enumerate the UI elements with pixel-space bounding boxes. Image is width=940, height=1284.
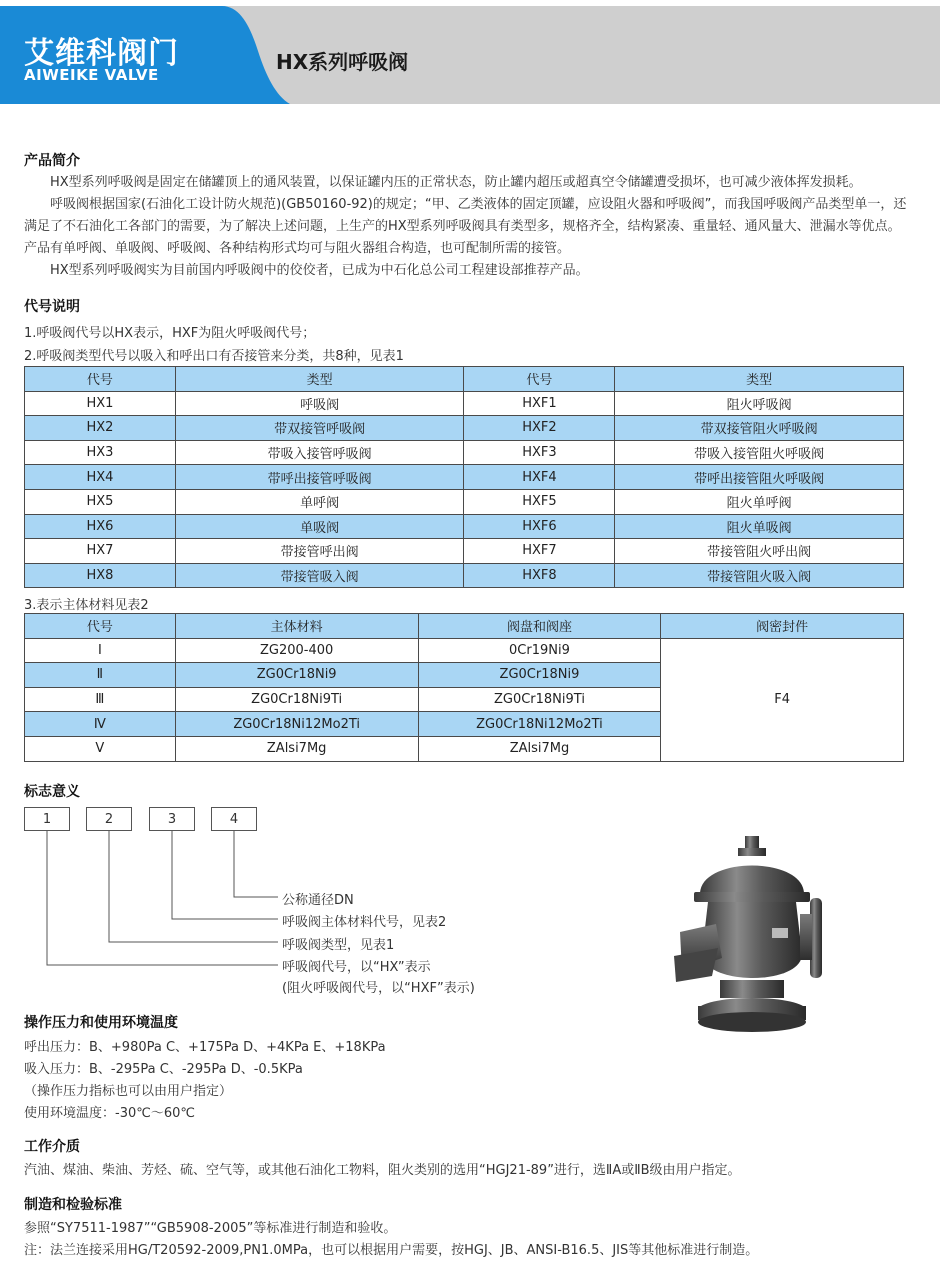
table-cell: HX3: [25, 440, 176, 465]
table-cell: 带呼出接管呼吸阀: [175, 465, 464, 490]
table-cell: Ⅰ: [25, 638, 176, 663]
table-cell: 带双接管呼吸阀: [175, 416, 464, 441]
table-cell: HXF2: [464, 416, 615, 441]
marking-label-type: 呼吸阀类型，见表1: [282, 938, 395, 953]
table-cell: HX8: [25, 563, 176, 588]
marking-label-dn: 公称通径DN: [282, 893, 354, 908]
table-cell: HXF8: [464, 563, 615, 588]
table-cell: 0Cr19Ni9: [418, 638, 661, 663]
table-header-cell: 类型: [175, 367, 464, 392]
table-header-cell: 主体材料: [175, 614, 418, 639]
medium-text: 汽油、煤油、柴油、芳烃、硫、空气等，或其他石油化工物料，阻火类别的选用“HGJ21-89”进行，选ⅡA或ⅡB级由用户指定。: [24, 1163, 741, 1178]
table-cell: Ⅱ: [25, 663, 176, 688]
table-cell: ZG0Cr18Ni9: [418, 663, 661, 688]
intro-paragraph-1: HX型系列呼吸阀是固定在储罐顶上的通风装置，以保证罐内压的正常状态，防止罐内超压或超真空令储罐遭受损坏，也可减少液体挥发损耗。: [50, 175, 862, 190]
table-cell: 单吸阀: [175, 514, 464, 539]
table-cell: ZG0Cr18Ni9Ti: [418, 687, 661, 712]
table-cell: HXF4: [464, 465, 615, 490]
table-cell: 单呼阀: [175, 489, 464, 514]
marking-box-2: 2: [86, 807, 132, 831]
table-cell: 带接管阻火呼出阀: [615, 539, 904, 564]
marking-label-material: 呼吸阀主体材料代号，见表2: [282, 915, 447, 930]
table-cell: ZG0Cr18Ni12Mo2Ti: [175, 712, 418, 737]
table-cell: HXF7: [464, 539, 615, 564]
table-cell: HXF6: [464, 514, 615, 539]
table-cell: 带接管吸入阀: [175, 563, 464, 588]
marking-box-4: 4: [211, 807, 257, 831]
table-cell: HXF1: [464, 391, 615, 416]
table-header-cell: 代号: [25, 614, 176, 639]
table-cell: ZAlsi7Mg: [175, 736, 418, 761]
intro-paragraph-3: HX型系列呼吸阀实为目前国内呼吸阀中的佼佼者，已成为中石化总公司工程建设部推荐产品。: [50, 263, 589, 278]
brand-name-cn: 艾维科阀门: [24, 36, 179, 71]
table-cell: 带接管呼出阀: [175, 539, 464, 564]
seal-material-cell: F4: [661, 638, 904, 761]
intro-paragraph-2: 呼吸阀根据国家(石油化工设计防火规范)(GB50160-92)的规定；“甲、乙类液体的固定顶罐，应设阻火器和呼吸阀”，而我国呼吸阀产品类型单一，还满足了不石油化工各部门的需要，为了解决上述问题，上生产的HX型系列呼吸阀具有类型多，规格齐全，结构紧凑、重量轻、通风量大、泄漏水等优点。产品有单呼阀、单吸阀、呼吸阀、各种结构形式均可与阻火器组合构造，也可配制所需的接管。: [24, 197, 907, 256]
table-cell: HX7: [25, 539, 176, 564]
table-cell: 呼吸阀: [175, 391, 464, 416]
table-cell: HX4: [25, 465, 176, 490]
table-cell: HX5: [25, 489, 176, 514]
table-cell: ZAlsi7Mg: [418, 736, 661, 761]
table-cell: ZG200-400: [175, 638, 418, 663]
marking-box-1: 1: [24, 807, 70, 831]
table-cell: ZG0Cr18Ni9Ti: [175, 687, 418, 712]
pressure-in: 吸入压力：B、-295Pa C、-295Pa D、-0.5KPa: [24, 1062, 303, 1077]
page-title: HX系列呼吸阀: [276, 50, 409, 74]
table-cell: HXF5: [464, 489, 615, 514]
code-line-1: 1.呼吸阀代号以HX表示，HXF为阻火呼吸阀代号；: [24, 326, 316, 341]
table-header-cell: 类型: [615, 367, 904, 392]
marking-label-code: 呼吸阀代号，以“HX”表示: [282, 960, 431, 975]
table-cell: 带吸入接管阻火呼吸阀: [615, 440, 904, 465]
brand-name-en: AIWEIKE VALVE: [24, 66, 159, 84]
pressure-out: 呼出压力：B、+980Pa C、+175Pa D、+4KPa E、+18KPa: [24, 1040, 386, 1055]
marking-title: 标志意义: [24, 784, 80, 800]
standard-title: 制造和检验标准: [24, 1197, 122, 1213]
table-cell: HX6: [25, 514, 176, 539]
ambient-temperature: 使用环境温度：-30℃～60℃: [24, 1106, 195, 1121]
table-cell: ZG0Cr18Ni9: [175, 663, 418, 688]
table-cell: 带接管阻火吸入阀: [615, 563, 904, 588]
table-header-cell: 代号: [464, 367, 615, 392]
table-header-cell: 代号: [25, 367, 176, 392]
breather-valve-image: [660, 836, 850, 1036]
table-cell: HXF3: [464, 440, 615, 465]
pressure-title: 操作压力和使用环境温度: [24, 1015, 178, 1031]
medium-title: 工作介质: [24, 1139, 80, 1155]
code-title: 代号说明: [24, 299, 80, 315]
table-cell: HX2: [25, 416, 176, 441]
table-cell: 阻火呼吸阀: [615, 391, 904, 416]
table-cell: Ⅲ: [25, 687, 176, 712]
table-cell: 带吸入接管呼吸阀: [175, 440, 464, 465]
code-line-3: 3.表示主体材料见表2: [24, 598, 149, 613]
table-cell: Ⅳ: [25, 712, 176, 737]
table-cell: HX1: [25, 391, 176, 416]
code-line-2: 2.呼吸阀类型代号以吸入和呼出口有否接管来分类，共8种，见表1: [24, 349, 404, 364]
pressure-note: （操作压力指标也可以由用户指定）: [24, 1084, 233, 1099]
table-cell: 阻火单吸阀: [615, 514, 904, 539]
standard-line-1: 参照“SY7511-1987”“GB5908-2005”等标准进行制造和验收。: [24, 1221, 397, 1236]
standard-line-2: 注：法兰连接采用HG/T20592-2009,PN1.0MPa，也可以根据用户需要，按HGJ、JB、ANSI-B16.5、JIS等其他标准进行制造。: [24, 1243, 759, 1258]
table-cell: 带双接管阻火呼吸阀: [615, 416, 904, 441]
table-header-cell: 阀盘和阀座: [418, 614, 661, 639]
marking-label-code-note: (阻火呼吸阀代号，以“HXF”表示): [282, 981, 475, 996]
table-cell: 带呼出接管阻火呼吸阀: [615, 465, 904, 490]
table-cell: 阻火单呼阀: [615, 489, 904, 514]
marking-box-3: 3: [149, 807, 195, 831]
table-cell: Ⅴ: [25, 736, 176, 761]
table-cell: ZG0Cr18Ni12Mo2Ti: [418, 712, 661, 737]
intro-title: 产品简介: [24, 153, 80, 169]
table-header-cell: 阀密封件: [661, 614, 904, 639]
